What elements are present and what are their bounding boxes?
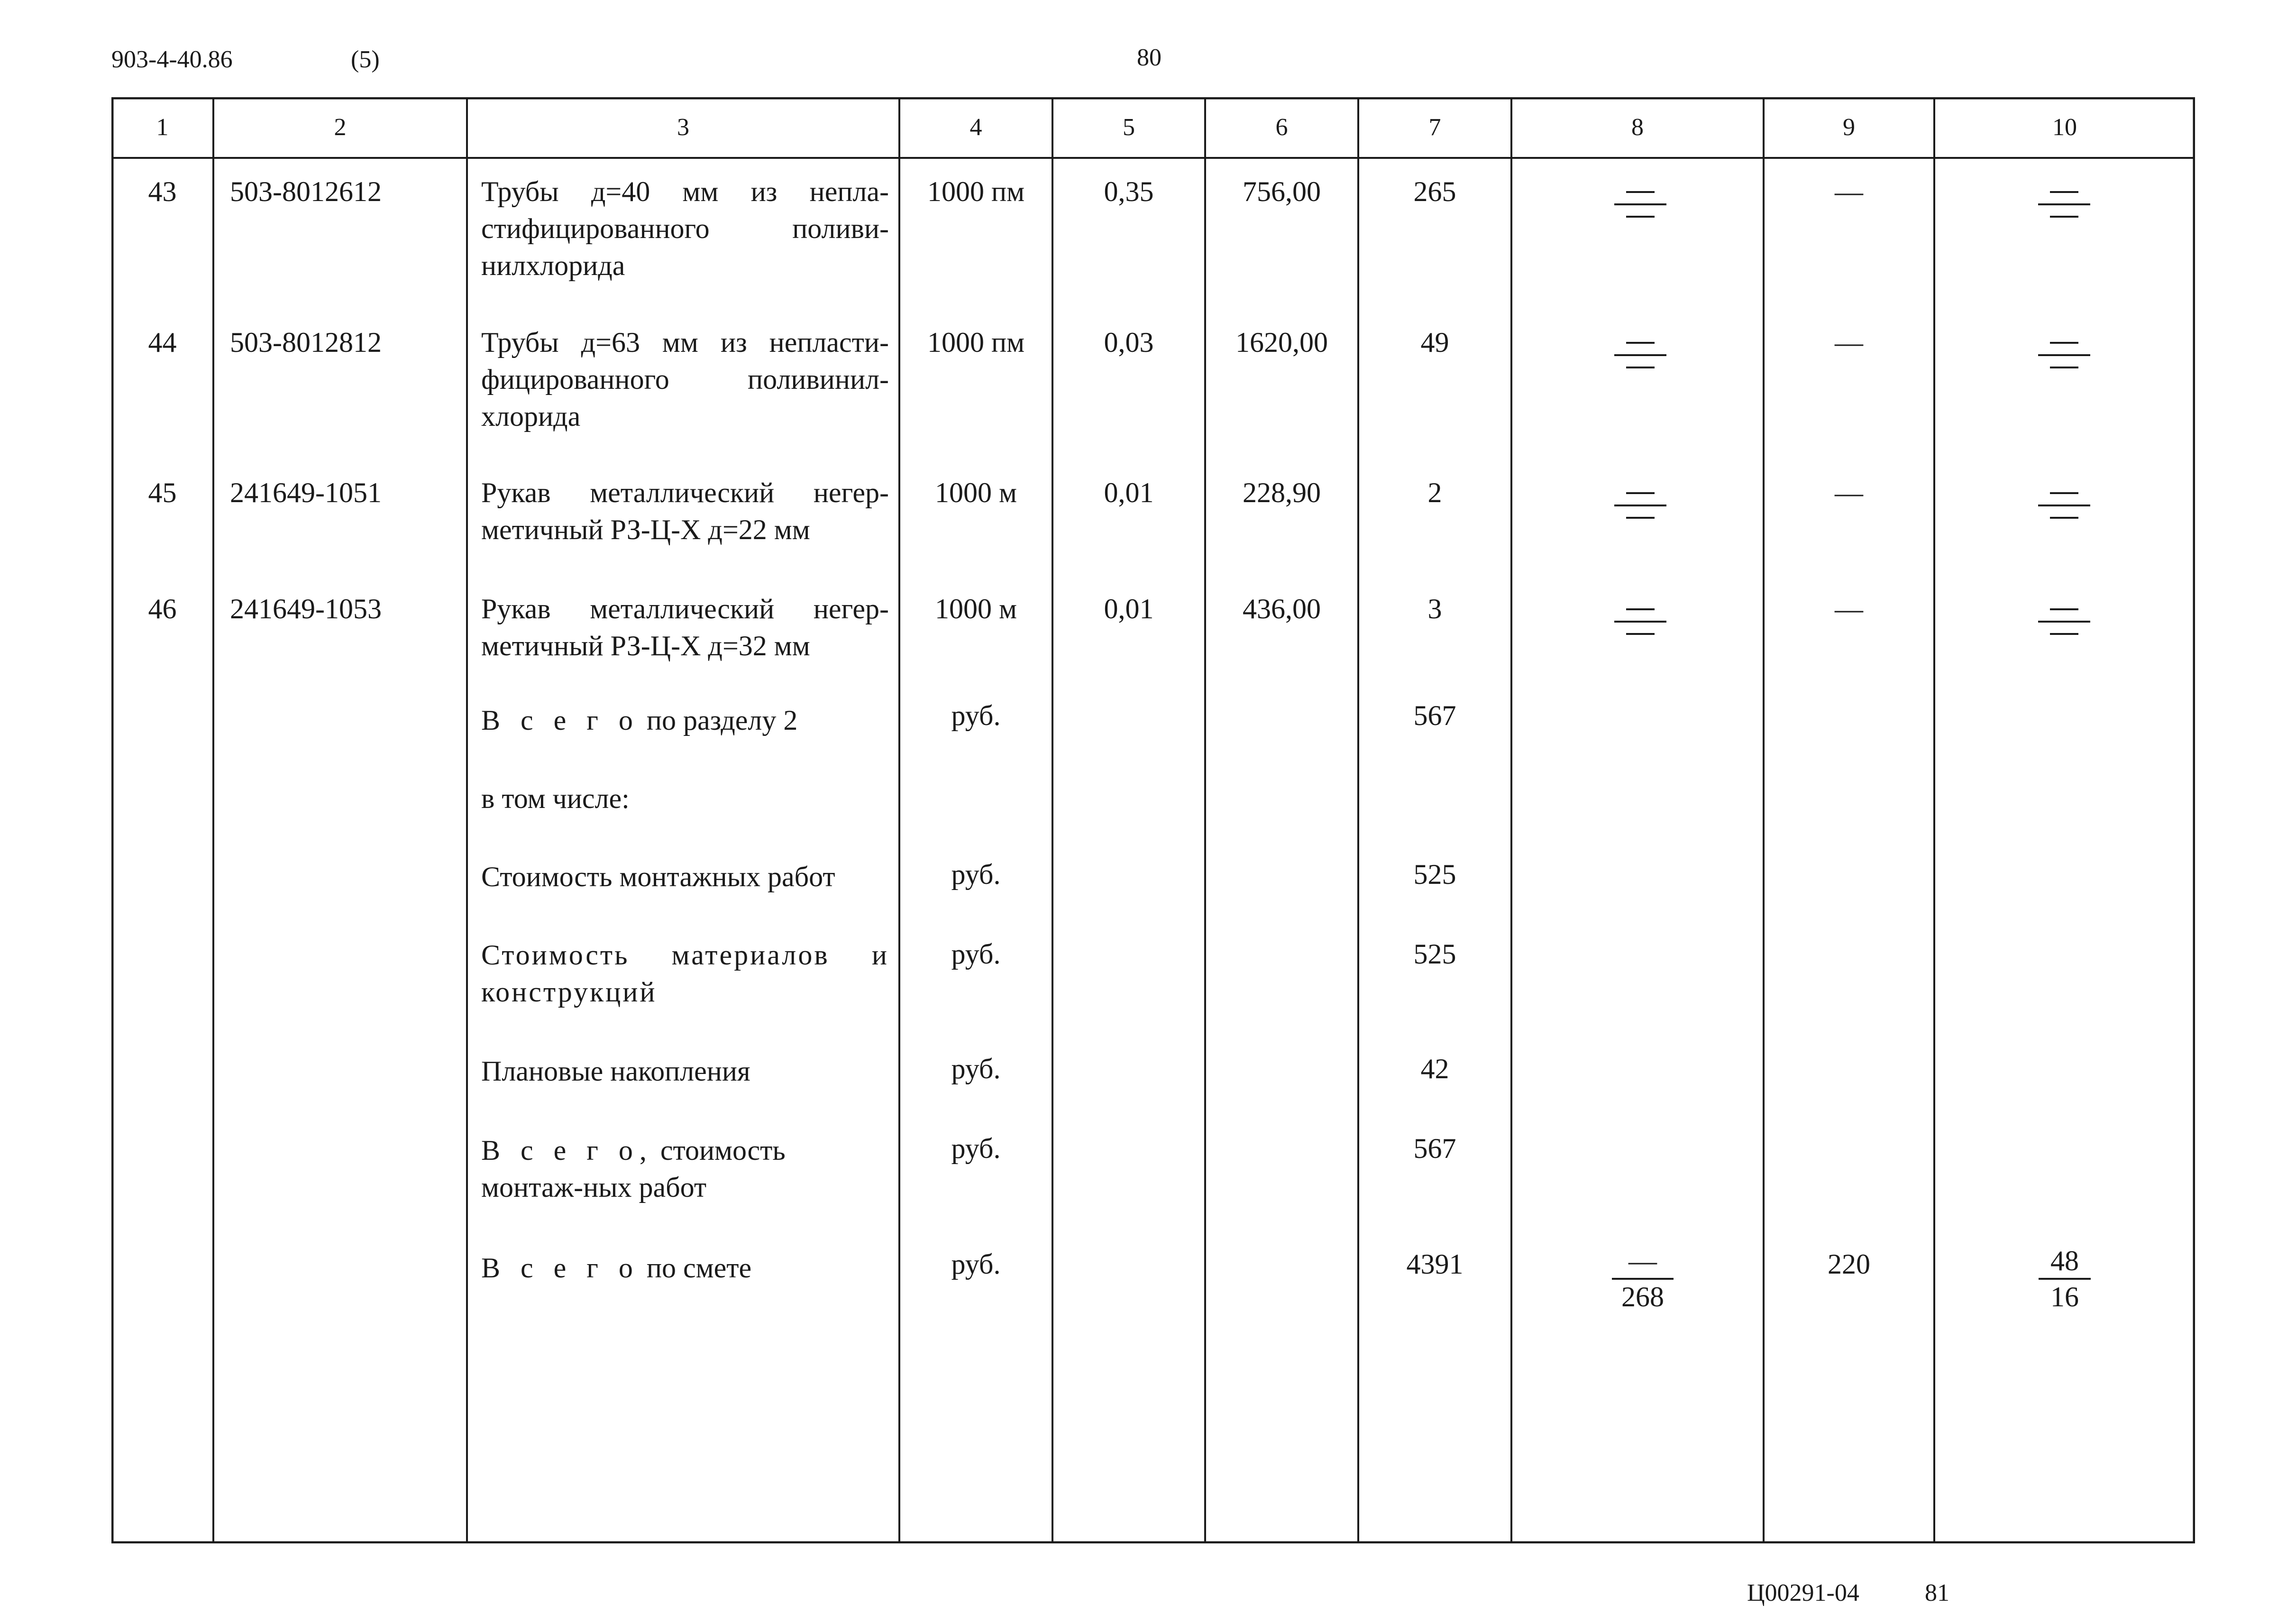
estimate-table bbox=[111, 97, 2195, 1543]
col9-dash: — bbox=[1835, 176, 1863, 207]
item-quantity: 0,35 bbox=[1104, 176, 1154, 207]
item-unit-price: 1620,00 bbox=[1235, 327, 1328, 358]
column-number: 2 bbox=[334, 114, 347, 141]
document-part: (5) bbox=[351, 46, 380, 73]
column-number: 4 bbox=[970, 114, 982, 141]
item-quantity: 0,01 bbox=[1104, 593, 1154, 624]
document-code: 903-4-40.86 bbox=[111, 46, 233, 73]
page-number: 80 bbox=[1137, 44, 1162, 71]
item-total: 265 bbox=[1413, 176, 1456, 207]
item-unit: 1000 пм bbox=[927, 176, 1025, 207]
column-number: 8 bbox=[1631, 114, 1644, 141]
summary-unit: руб. bbox=[951, 1248, 1001, 1280]
summary-total: 567 bbox=[1413, 1133, 1456, 1164]
summary-unit: руб. bbox=[951, 1133, 1001, 1164]
col9-dash: — bbox=[1835, 477, 1863, 508]
column-number: 10 bbox=[2052, 114, 2077, 141]
item-description: Трубы д=63 мм из непласти-фицированного поливинил-хлорида bbox=[481, 327, 889, 432]
col8-dash-fraction bbox=[1614, 342, 1666, 368]
item-code: 503-8012812 bbox=[230, 327, 382, 358]
col8-dash-fraction bbox=[1614, 492, 1666, 519]
fraction-top: — bbox=[1628, 1245, 1657, 1276]
item-code: 503-8012612 bbox=[230, 176, 382, 207]
fraction-bottom: 268 bbox=[1621, 1281, 1664, 1312]
summary-total: 567 bbox=[1413, 700, 1456, 731]
total-label-rest: по разделу 2 bbox=[646, 705, 798, 736]
row-number: 46 bbox=[148, 593, 177, 624]
item-description: Рукав металлический негер-метичный РЗ-Ц-Х д=22 мм bbox=[481, 477, 889, 545]
summary-label: Стоимость монтажных работ bbox=[481, 861, 835, 892]
total-label-rest: по смете bbox=[646, 1252, 752, 1284]
summary-label: Плановые накопления bbox=[481, 1055, 750, 1087]
grand-total-col10-fraction bbox=[2031, 1244, 2098, 1314]
item-unit: 1000 пм bbox=[927, 327, 1025, 358]
col10-dash-fraction bbox=[2038, 608, 2090, 635]
table-grid bbox=[111, 97, 2195, 1543]
item-unit: 1000 м bbox=[935, 593, 1017, 624]
footer-code: Ц00291-04 bbox=[1747, 1579, 1859, 1606]
summary-total: 42 bbox=[1420, 1053, 1449, 1084]
item-total: 49 bbox=[1420, 327, 1449, 358]
grand-total-col9: 220 bbox=[1828, 1248, 1870, 1280]
item-description: Рукав металлический негер-метичный РЗ-Ц-Х д=32 мм bbox=[481, 593, 889, 661]
item-unit-price: 436,00 bbox=[1243, 593, 1321, 624]
column-number: 9 bbox=[1843, 114, 1855, 141]
col10-dash-fraction bbox=[2038, 492, 2090, 519]
item-code: 241649-1053 bbox=[230, 593, 382, 624]
col8-dash-fraction bbox=[1614, 191, 1666, 218]
row-number: 45 bbox=[148, 477, 177, 508]
summary-unit: руб. bbox=[951, 859, 1001, 890]
total-label-spaced: В с е г о bbox=[481, 705, 640, 736]
summary-unit: руб. bbox=[951, 700, 1001, 731]
item-unit-price: 756,00 bbox=[1243, 176, 1321, 207]
summary-total: 525 bbox=[1413, 938, 1456, 970]
item-quantity: 0,03 bbox=[1104, 327, 1154, 358]
col9-dash: — bbox=[1835, 593, 1863, 624]
column-number: 3 bbox=[677, 114, 689, 141]
including-label: в том числе: bbox=[481, 783, 630, 814]
grand-total-col8-fraction bbox=[1605, 1244, 1681, 1314]
summary-total: 4391 bbox=[1406, 1248, 1464, 1280]
total-label-spaced: В с е г о, bbox=[481, 1135, 653, 1166]
row-number: 43 bbox=[148, 176, 177, 207]
item-total: 2 bbox=[1427, 477, 1442, 508]
col8-dash-fraction bbox=[1614, 608, 1666, 635]
item-total: 3 bbox=[1427, 593, 1442, 624]
summary-total: 525 bbox=[1413, 859, 1456, 890]
row-number: 44 bbox=[148, 327, 177, 358]
summary-unit: руб. bbox=[951, 938, 1001, 970]
column-number: 5 bbox=[1123, 114, 1135, 141]
fraction-bottom: 16 bbox=[2050, 1281, 2079, 1312]
item-unit: 1000 м bbox=[935, 477, 1017, 508]
footer-page: 81 bbox=[1925, 1579, 1949, 1606]
summary-unit: руб. bbox=[951, 1053, 1001, 1084]
item-quantity: 0,01 bbox=[1104, 477, 1154, 508]
col10-dash-fraction bbox=[2038, 191, 2090, 218]
item-unit-price: 228,90 bbox=[1243, 477, 1321, 508]
column-number: 1 bbox=[156, 114, 169, 141]
item-description: Трубы д=40 мм из непла-стифицированного поливи-нилхлорида bbox=[481, 176, 889, 281]
column-number: 6 bbox=[1275, 114, 1288, 141]
col9-dash: — bbox=[1835, 327, 1863, 358]
column-number: 7 bbox=[1428, 114, 1441, 141]
col10-dash-fraction bbox=[2038, 342, 2090, 368]
total-label-rest: стоимость монтаж-ных работ bbox=[481, 1135, 786, 1203]
total-label-spaced: В с е г о bbox=[481, 1252, 640, 1284]
summary-label: Стоимость материалов и конструкций bbox=[481, 939, 889, 1008]
item-code: 241649-1051 bbox=[230, 477, 382, 508]
fraction-top: 48 bbox=[2050, 1245, 2079, 1276]
